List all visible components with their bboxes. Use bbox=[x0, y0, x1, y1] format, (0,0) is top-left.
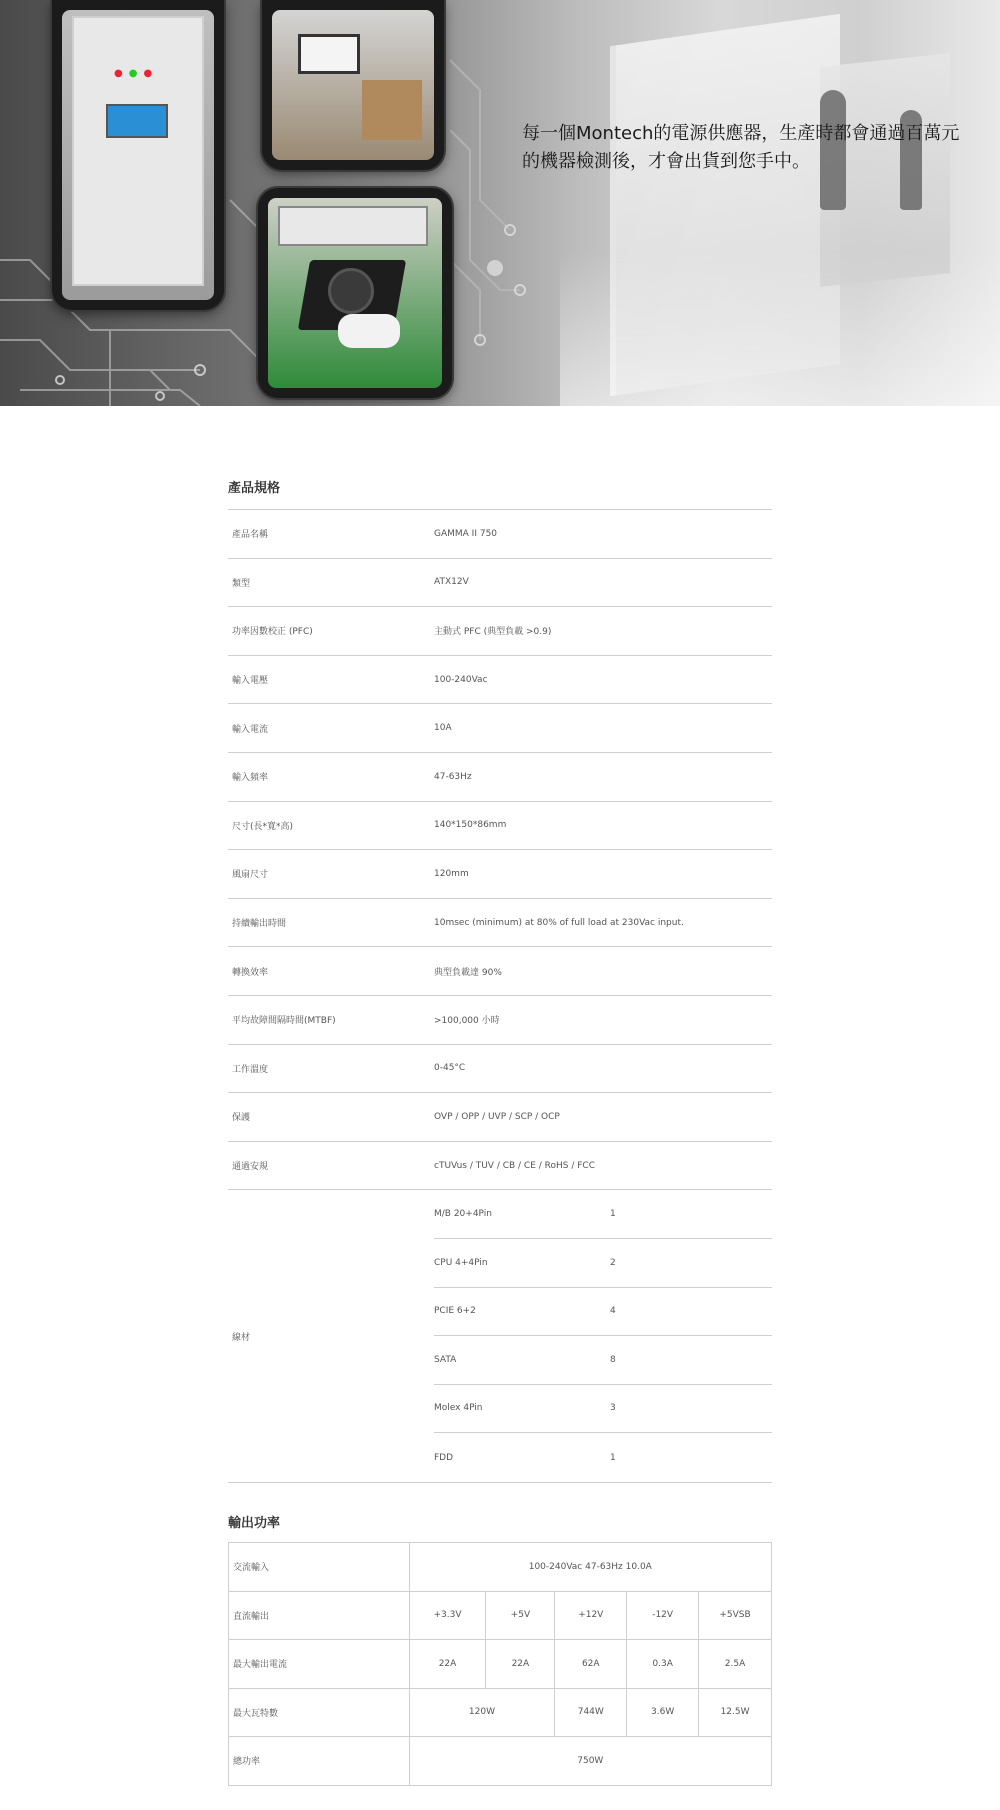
cable-row bbox=[434, 1385, 772, 1434]
row-label: 直流輸出 bbox=[229, 1591, 410, 1640]
cable-count: 3 bbox=[610, 1403, 616, 1414]
rail-voltage: +5V bbox=[486, 1591, 555, 1640]
table-row bbox=[229, 1591, 772, 1640]
rail-voltage: -12V bbox=[627, 1591, 699, 1640]
spec-row bbox=[228, 753, 772, 802]
rail-voltage: +3.3V bbox=[409, 1591, 486, 1640]
spec-value: 10A bbox=[434, 723, 452, 734]
spec-row bbox=[228, 559, 772, 608]
spec-value: cTUVus / TUV / CB / CE / RoHS / FCC bbox=[434, 1160, 595, 1171]
spec-value: 47-63Hz bbox=[434, 771, 472, 782]
spec-label: 風扇尺寸 bbox=[232, 870, 269, 881]
spec-value: 0-45°C bbox=[434, 1063, 466, 1074]
spec-label: 輸入電流 bbox=[232, 724, 269, 735]
product-specifications bbox=[228, 475, 772, 1483]
cable-count: 2 bbox=[610, 1257, 616, 1268]
output-table bbox=[228, 1542, 772, 1786]
rail-current: 62A bbox=[555, 1640, 627, 1689]
spec-value: 典型負載達 90% bbox=[434, 967, 502, 978]
total-power-value: 750W bbox=[409, 1737, 771, 1786]
photo-frame-lab-bench bbox=[262, 0, 444, 170]
spec-value: >100,000 小時 bbox=[434, 1016, 500, 1027]
hero-banner bbox=[0, 0, 1000, 406]
cable-row bbox=[434, 1288, 772, 1337]
output-title: 輸出功率 bbox=[228, 1516, 281, 1531]
cable-count: 8 bbox=[610, 1354, 616, 1365]
rail-current: 22A bbox=[486, 1640, 555, 1689]
cable-group bbox=[228, 1190, 772, 1483]
cable-row bbox=[434, 1336, 772, 1385]
hero-caption-line: 每一個Montech的電源供應器，生產時都會通過百萬元 bbox=[522, 123, 960, 144]
photo-frame-psu-test bbox=[258, 188, 452, 398]
spec-value: OVP / OPP / UVP / SCP / OCP bbox=[434, 1111, 560, 1122]
table-row bbox=[229, 1640, 772, 1689]
specs-title: 產品規格 bbox=[228, 481, 281, 496]
spec-row bbox=[228, 510, 772, 559]
cable-count: 1 bbox=[610, 1452, 616, 1463]
cable-row bbox=[434, 1239, 772, 1288]
lab-bench-photo bbox=[272, 10, 434, 160]
rail-current: 22A bbox=[409, 1640, 486, 1689]
spec-row bbox=[228, 802, 772, 851]
cable-name: PCIE 6+2 bbox=[434, 1306, 476, 1317]
spec-row bbox=[228, 1045, 772, 1094]
psu-test-photo bbox=[268, 198, 442, 388]
spec-value: 10msec (minimum) at 80% of full load at 230Vac input. bbox=[434, 917, 684, 928]
rail-watt: 12.5W bbox=[699, 1688, 772, 1737]
cable-count: 1 bbox=[610, 1209, 616, 1220]
test-cabinet-photo: ●●● bbox=[62, 10, 214, 300]
spec-label: 功率因數校正 (PFC) bbox=[232, 627, 313, 638]
row-label: 最大瓦特數 bbox=[229, 1688, 410, 1737]
spec-value: 主動式 PFC (典型負載 >0.9) bbox=[434, 627, 552, 638]
spec-label: 輸入電壓 bbox=[232, 676, 269, 687]
cable-name: SATA bbox=[434, 1354, 457, 1365]
table-row bbox=[229, 1543, 772, 1592]
spec-row bbox=[228, 704, 772, 753]
spec-label: 轉換效率 bbox=[232, 967, 269, 978]
spec-row bbox=[228, 947, 772, 996]
spec-label: 工作溫度 bbox=[232, 1064, 269, 1075]
rail-watt-combined: 120W bbox=[409, 1688, 555, 1737]
photo-frame-test-cabinet bbox=[52, 0, 224, 310]
hero-caption-line: 的機器檢測後，才會出貨到您手中。 bbox=[522, 151, 810, 172]
table-row bbox=[229, 1688, 772, 1737]
spec-value: 100-240Vac bbox=[434, 674, 488, 685]
spec-row bbox=[228, 607, 772, 656]
spec-label: 輸入頻率 bbox=[232, 773, 269, 784]
row-label: 交流輸入 bbox=[229, 1543, 410, 1592]
spec-row bbox=[228, 656, 772, 705]
rail-current: 2.5A bbox=[699, 1640, 772, 1689]
spec-label: 持續輸出時間 bbox=[232, 919, 287, 930]
spec-label: 類型 bbox=[232, 578, 251, 589]
spec-label: 平均故障間隔時間(MTBF) bbox=[232, 1016, 336, 1027]
spec-label: 尺寸(長*寬*高) bbox=[232, 821, 294, 832]
spec-label: 通過安規 bbox=[232, 1162, 269, 1173]
cable-row bbox=[434, 1433, 772, 1482]
spec-row bbox=[228, 899, 772, 948]
spec-row bbox=[228, 1142, 772, 1191]
spec-value: GAMMA II 750 bbox=[434, 528, 498, 539]
cable-count: 4 bbox=[610, 1306, 616, 1317]
spec-row bbox=[228, 1093, 772, 1142]
rail-voltage: +5VSB bbox=[699, 1591, 772, 1640]
cable-row bbox=[434, 1190, 772, 1239]
rail-watt: 3.6W bbox=[627, 1688, 699, 1737]
spec-row bbox=[228, 996, 772, 1045]
rail-current: 0.3A bbox=[627, 1640, 699, 1689]
table-row bbox=[229, 1737, 772, 1786]
rail-watt: 744W bbox=[555, 1688, 627, 1737]
spec-value: 120mm bbox=[434, 868, 469, 879]
spec-value: 140*150*86mm bbox=[434, 820, 507, 831]
cable-list bbox=[434, 1190, 772, 1482]
spec-label: 產品名稱 bbox=[232, 530, 269, 541]
cable-name: FDD bbox=[434, 1452, 454, 1463]
spec-row bbox=[228, 850, 772, 899]
spec-table bbox=[228, 509, 772, 1483]
spec-label: 保護 bbox=[232, 1113, 251, 1124]
cable-name: Molex 4Pin bbox=[434, 1403, 483, 1414]
row-label: 總功率 bbox=[229, 1737, 410, 1786]
rail-voltage: +12V bbox=[555, 1591, 627, 1640]
factory-floor bbox=[560, 250, 1000, 406]
cable-name: M/B 20+4Pin bbox=[434, 1209, 492, 1220]
ac-input-value: 100-240Vac 47-63Hz 10.0A bbox=[409, 1543, 771, 1592]
hero-caption bbox=[522, 120, 982, 176]
cable-name: CPU 4+4Pin bbox=[434, 1257, 488, 1268]
output-power bbox=[228, 1510, 772, 1786]
row-label: 最大輸出電流 bbox=[229, 1640, 410, 1689]
spec-value: ATX12V bbox=[434, 577, 469, 588]
cable-label: 線材 bbox=[232, 1332, 251, 1343]
